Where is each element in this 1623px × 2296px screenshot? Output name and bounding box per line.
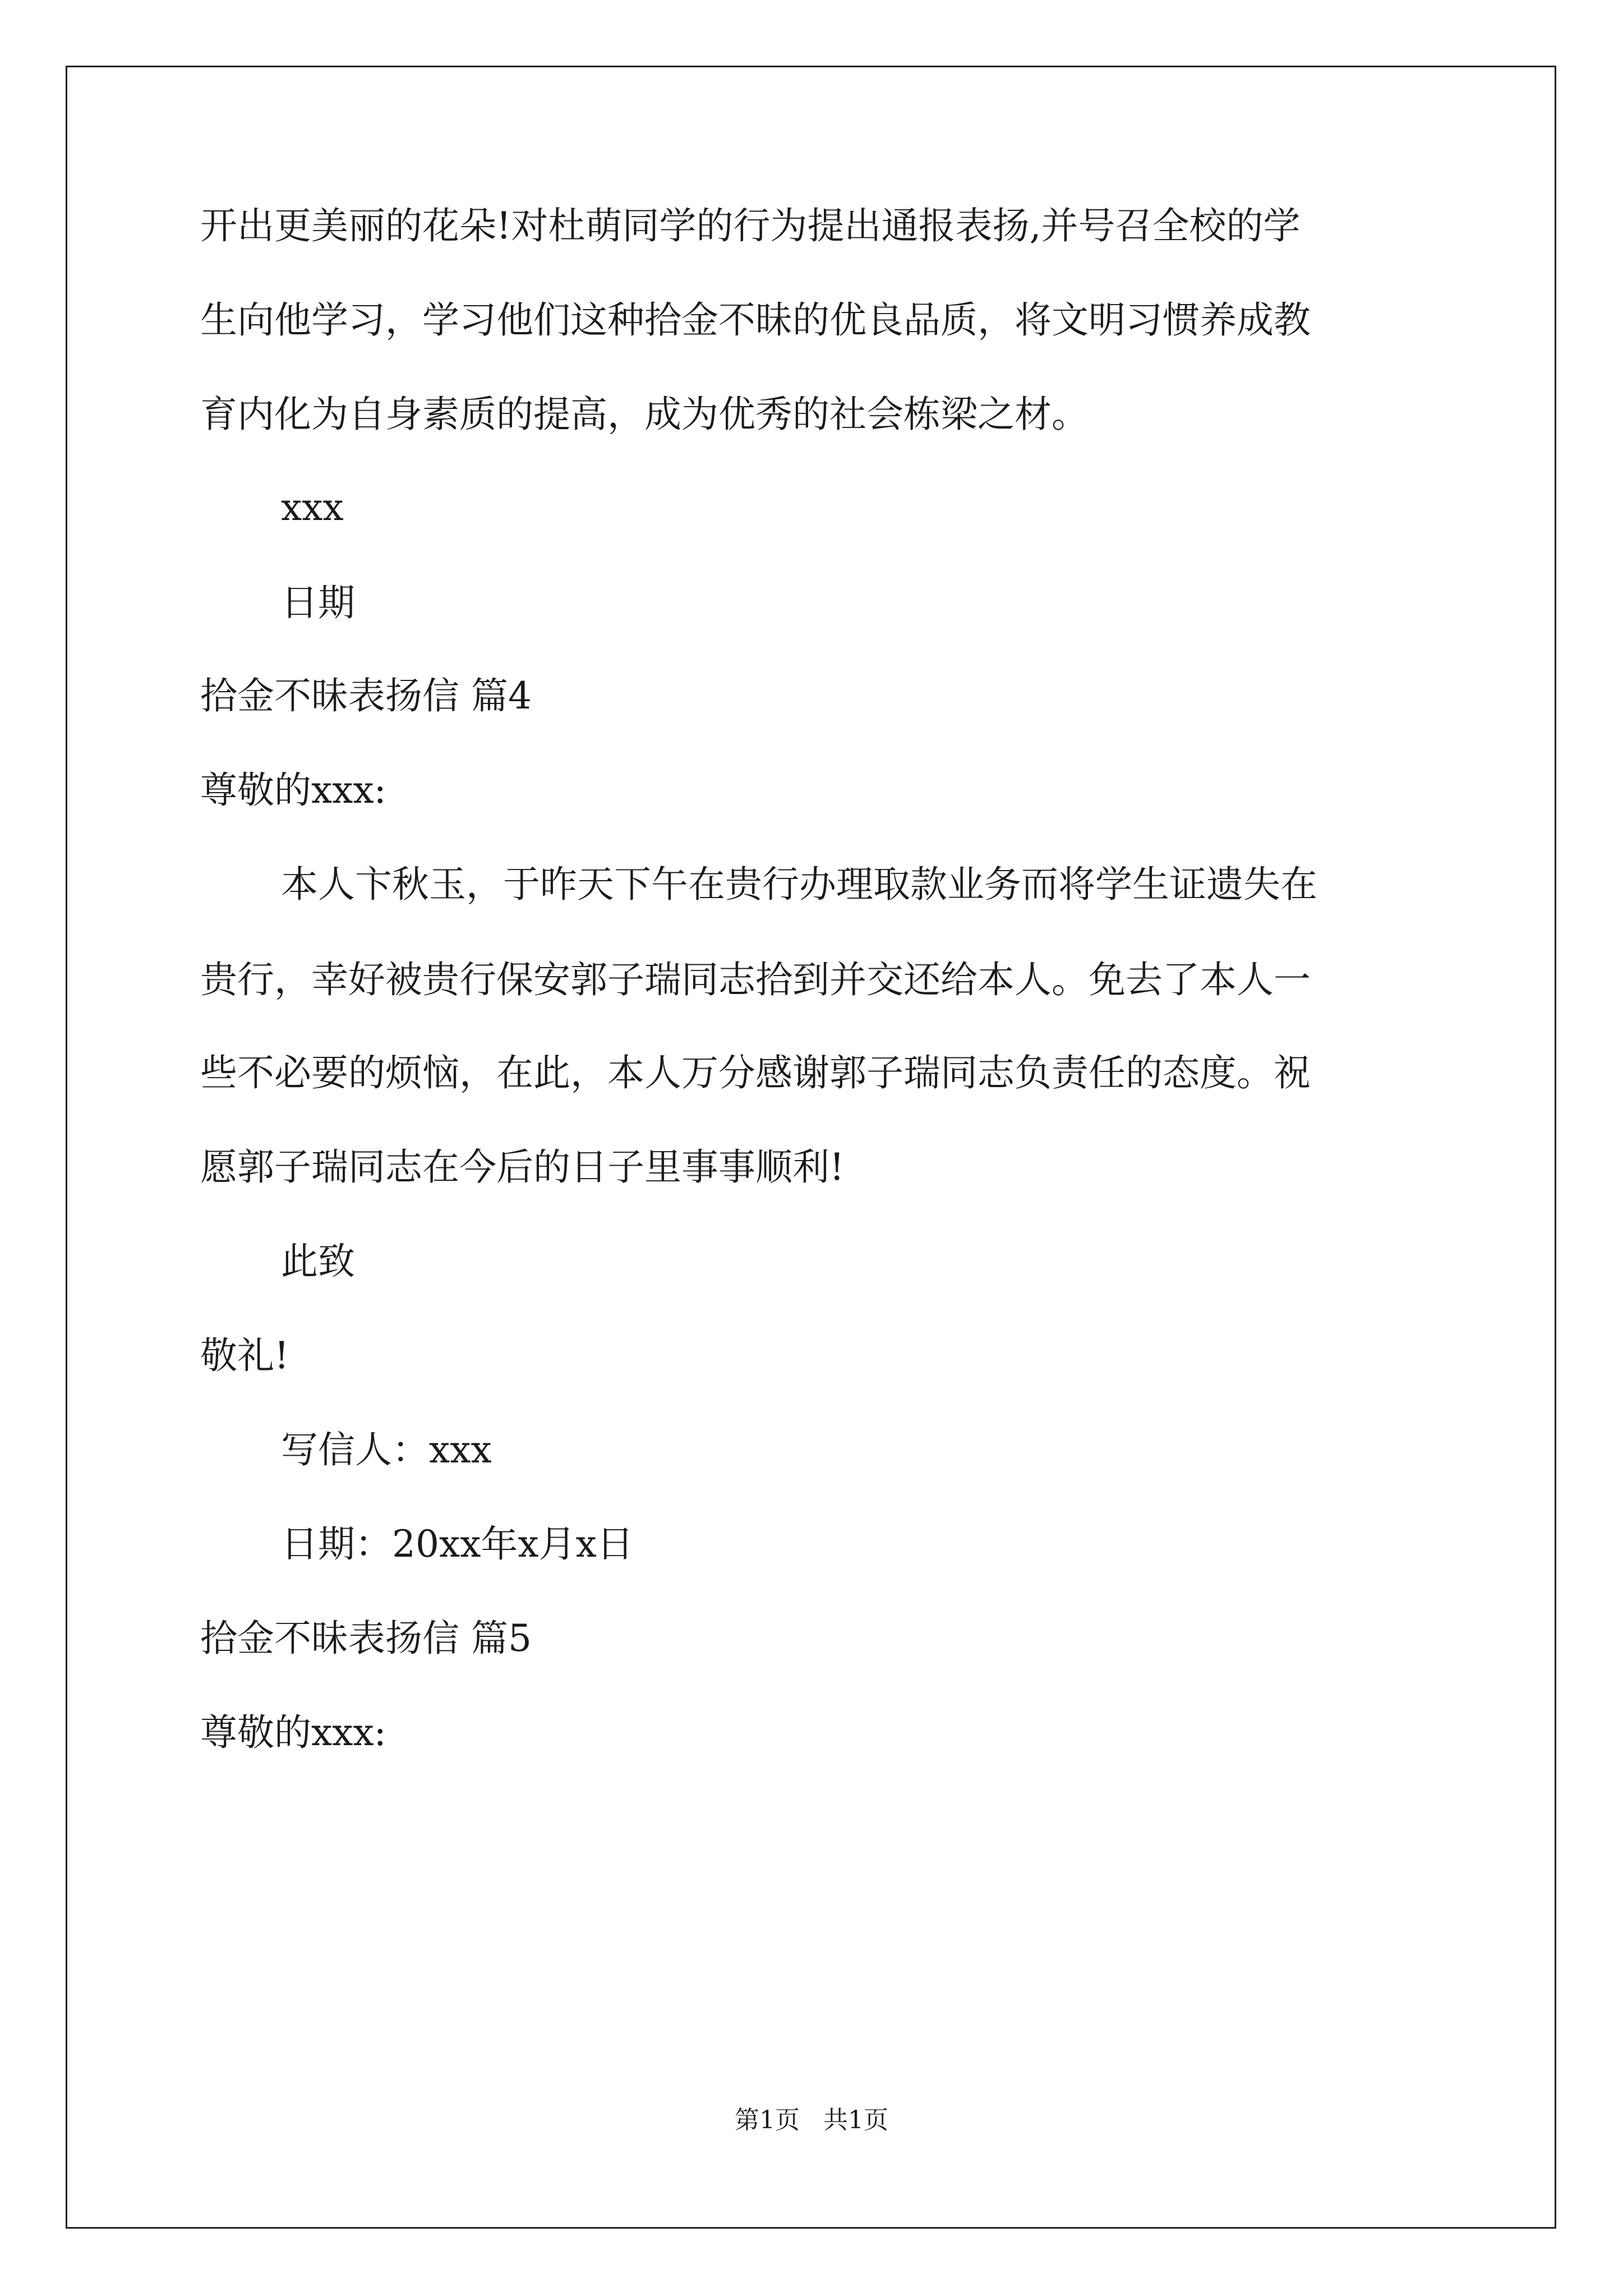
signature-date: 日期 (281, 581, 355, 624)
closing-phrase: 此致 (281, 1240, 355, 1283)
section-heading: 拾金不昧表扬信 篇5 (200, 1617, 532, 1660)
signature-date: 日期：20xx年x月x日 (281, 1522, 634, 1566)
paragraph-line: 愿郭子瑞同志在今后的日子里事事顺利! (200, 1145, 845, 1189)
salutation: 尊敬的xxx: (200, 1711, 386, 1754)
signature-name: xxx (281, 486, 344, 529)
salutation: 尊敬的xxx: (200, 769, 386, 812)
paragraph-line: 本人卞秋玉，于昨天下午在贵行办理取款业务而将学生证遗失在 (281, 863, 1317, 906)
paragraph-line: 贵行，幸好被贵行保安郭子瑞同志拾到并交还给本人。免去了本人一 (200, 958, 1311, 1001)
closing-salute: 敬礼! (200, 1334, 289, 1377)
section-heading: 拾金不昧表扬信 篇4 (200, 674, 532, 717)
paragraph-line: 开出更美丽的花朵!对杜萌同学的行为提出通报表扬,并号召全校的学 (200, 204, 1301, 247)
paragraph-line: 生向他学习，学习他们这种拾金不昧的优良品质，将文明习惯养成教 (200, 298, 1311, 342)
paragraph-line: 些不必要的烦恼，在此，本人万分感谢郭子瑞同志负责任的态度。祝 (200, 1051, 1311, 1094)
paragraph-line: 育内化为自身素质的提高，成为优秀的社会栋梁之材。 (200, 393, 1089, 436)
page-number-footer: 第1页 共1页 (735, 2106, 888, 2134)
signature-name: 写信人：xxx (281, 1428, 492, 1471)
